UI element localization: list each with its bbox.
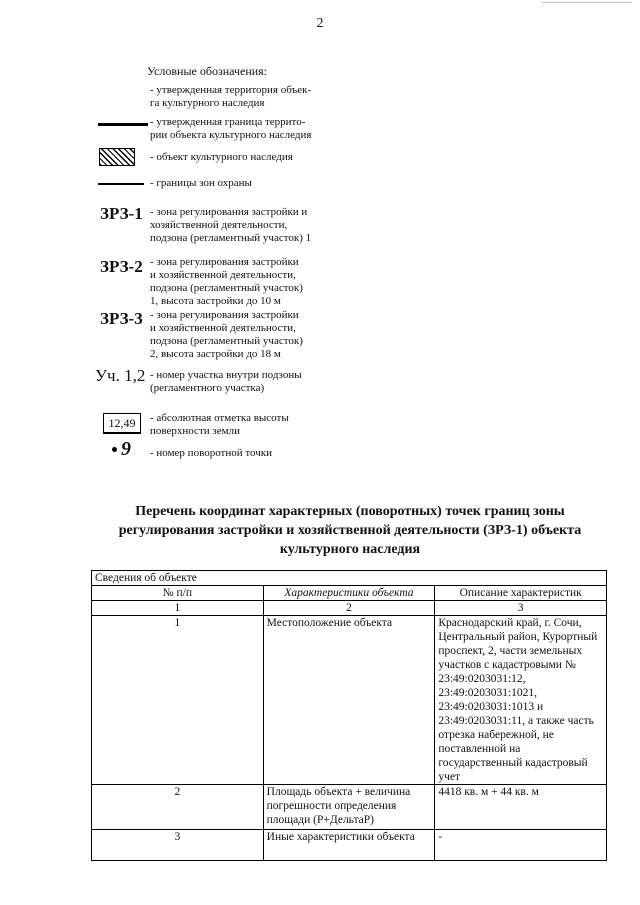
legend-text-zrz1: - зона регулирования застройки и хозяйственной деятельности, подзона (регламентный участок) 1 xyxy=(150,206,312,244)
zone-code-zrz1: ЗРЗ-1 xyxy=(100,204,143,223)
column-number: 3 xyxy=(435,601,607,616)
legend-text-elevation: - абсолютная отметка высоты поверхности земли xyxy=(150,412,289,437)
header-number: № п/п xyxy=(92,586,264,601)
zone-code-zrz2: ЗРЗ-2 xyxy=(100,257,143,276)
object-info-table xyxy=(91,570,607,861)
legend-text-zrz2: - зона регулирования застройки и хозяйственной деятельности, подзона (регламентный участок) 1, высота застройки до 10 м xyxy=(150,256,303,307)
column-number: 2 xyxy=(263,601,435,616)
table-row xyxy=(92,830,607,861)
row-description: 4418 кв. м + 44 кв. м xyxy=(435,785,607,830)
row-number: 3 xyxy=(92,830,264,861)
header-description: Описание характеристик xyxy=(435,586,607,601)
legend-text-boundary: - утвержденная граница террито- рии объекта культурного наследия xyxy=(150,116,312,141)
table-numbering-row xyxy=(92,601,607,616)
legend-text-territory: - утвержденная территория объек- га культурного наследия xyxy=(150,84,312,109)
legend-text-heritage-object: - объект культурного наследия xyxy=(150,151,293,163)
row-description: Краснодарский край, г. Сочи, Центральный район, Курортный проспект, 2, части земельных участков с кадастровыми № 23:49:0203031:12, 23:49:0203031:1021, 23:49:0203031:1013 и 23:49:0203031:11, а также часть отрезка набережной, не поставленной на государственный кадастровый учет xyxy=(435,616,607,785)
legend-text-turning-point: - номер поворотной точки xyxy=(150,447,273,459)
legend-text-zrz3: - зона регулирования застройки и хозяйственной деятельности, подзона (регламентный участок) 2, высота застройки до 18 м xyxy=(150,309,303,360)
row-characteristic: Иные характеристики объекта xyxy=(263,830,435,861)
table-caption-row xyxy=(92,571,607,586)
hatch-icon xyxy=(97,146,137,168)
legend-text-plot-number: - номер участка внутри подзоны (регламентного участка) xyxy=(150,369,302,394)
table-header-row xyxy=(92,586,607,601)
dashed-line-icon xyxy=(98,180,144,188)
elevation-value: 12,49 xyxy=(103,413,141,434)
header-characteristic: Характеристики объекта xyxy=(263,586,435,601)
legend-title: Условные обозначения: xyxy=(147,64,268,78)
turning-point-mark xyxy=(112,438,131,461)
thick-line-icon xyxy=(98,120,148,128)
document-heading: Перечень координат характерных (поворотных) точек границ зоны регулирования застройки и хозяйственной деятельности (ЗРЗ-1) объекта культурного наследия xyxy=(118,504,582,557)
turning-point-number: 9 xyxy=(121,438,131,460)
page-number: 2 xyxy=(316,16,324,31)
top-edge-line xyxy=(542,2,632,3)
table-row xyxy=(92,785,607,830)
zone-code-zrz3: ЗРЗ-3 xyxy=(100,309,143,328)
row-description: - xyxy=(435,830,607,861)
legend-text-protection-zones: - границы зон охраны xyxy=(150,177,252,189)
point-dot-icon xyxy=(112,447,117,452)
column-number: 1 xyxy=(92,601,264,616)
row-number: 1 xyxy=(92,616,264,785)
table-row xyxy=(92,616,607,785)
row-characteristic: Местоположение объекта xyxy=(263,616,435,785)
elevation-mark xyxy=(103,413,141,434)
row-number: 2 xyxy=(92,785,264,830)
table-caption: Сведения об объекте xyxy=(92,571,607,586)
plot-number-code: Уч. 1,2 xyxy=(95,366,146,385)
row-characteristic: Площадь объекта + величина погрешности определения площади (Р+ДельтаР) xyxy=(263,785,435,830)
